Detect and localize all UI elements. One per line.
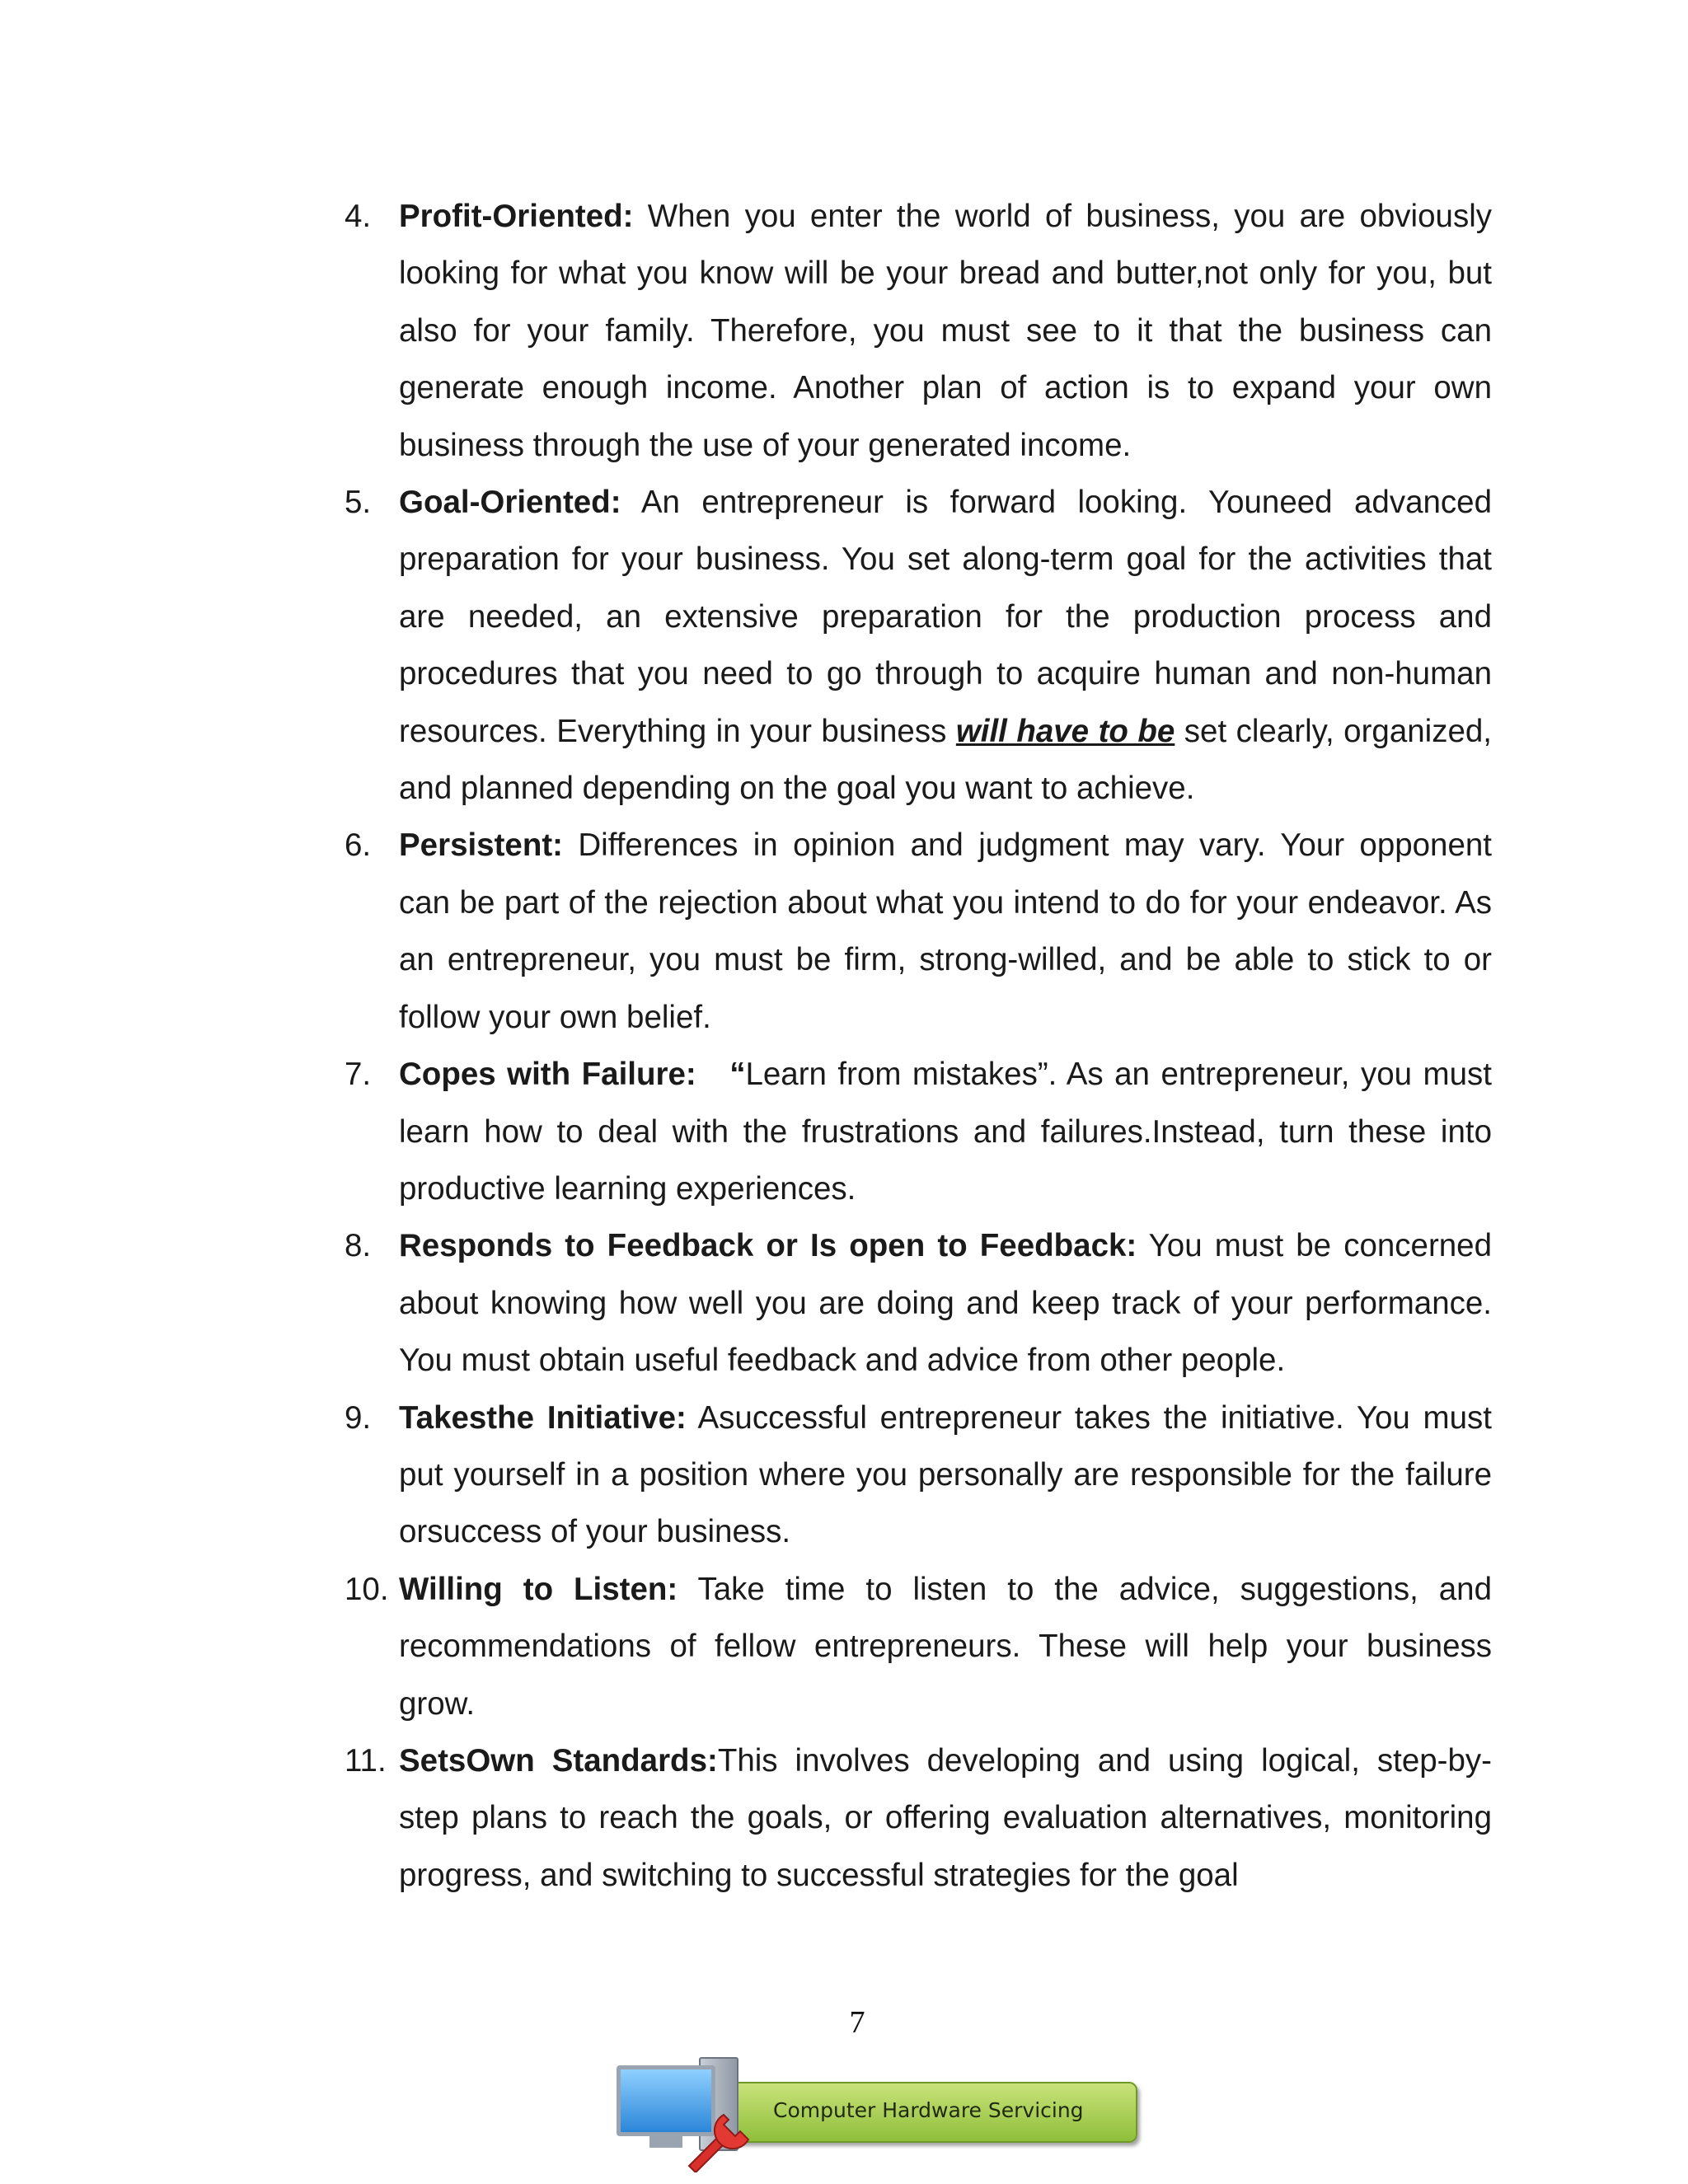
- quote-mark: “: [729, 1057, 746, 1093]
- item-text: Take time to listen to the advice, suggestions, and recommendations of fellow entrepreneurs. These will help your business grow.: [399, 1571, 1493, 1722]
- item-term: Goal-Oriented:: [399, 485, 621, 521]
- emphasized-text: will have to be: [955, 713, 1175, 749]
- item-text: You must be concerned about knowing how well you are doing and keep track of your performance. You must obtain useful feedback and advice from other people.: [399, 1228, 1492, 1379]
- item-term: Takesthe Initiative:: [399, 1399, 687, 1436]
- list-item: [345, 474, 1492, 817]
- item-text: When you enter the world of business, you are obviously looking for what you know will be your bread and butter,not only for you, but also for your family. Therefore, you must see to it that the business can generate enough income. Another plan of action is to expand your own business through the use of your generated income.: [399, 199, 1492, 463]
- list-item: [345, 188, 1492, 474]
- item-text: Learn from mistakes”. As an entrepreneur, you must learn how to deal with the frustrations and failures.Instead, turn these into productive learning experiences.: [399, 1057, 1492, 1207]
- item-term: Willing to Listen:: [399, 1571, 678, 1607]
- item-term: Profit-Oriented:: [399, 199, 634, 234]
- item-number: 7.: [345, 1057, 372, 1093]
- item-number: 9.: [345, 1399, 372, 1436]
- item-number: 8.: [345, 1228, 372, 1264]
- item-text: Asuccessful entrepreneur takes the initiative. You must put yourself in a position where you personally are responsible for the failure orsuccess of your business.: [399, 1399, 1492, 1550]
- item-number: 5.: [345, 485, 372, 521]
- footer-logo: [617, 2057, 1149, 2172]
- page-number: 7: [849, 2005, 865, 2040]
- list-item: [345, 817, 1492, 1046]
- item-text: set clearly, organized, and planned depending on the goal you want to achieve.: [399, 713, 1492, 807]
- wrench-icon: [674, 2090, 765, 2172]
- item-term: Responds to Feedback or Is open to Feedback:: [399, 1228, 1137, 1264]
- footer-banner-text: Computer Hardware Servicing: [773, 2098, 1084, 2122]
- item-number: 11.: [345, 1742, 387, 1779]
- item-text: Differences in opinion and judgment may vary. Your opponent can be part of the rejection about what you intend to do for your endeavor. As an entrepreneur, you must be firm, strong-willed, and be able to stick to or follow your own belief.: [399, 827, 1492, 1035]
- list-item: [345, 1390, 1492, 1561]
- footer-banner: [722, 2082, 1137, 2143]
- list-item: [345, 1732, 1492, 1904]
- item-number: 4.: [345, 199, 372, 234]
- item-term: Persistent:: [399, 827, 563, 864]
- item-text: This involves developing and using logical, step-by-step plans to reach the goals, or offering evaluation alternatives, monitoring progress, and switching to successful strategies for the goal: [399, 1742, 1492, 1893]
- list-item: [345, 1046, 1492, 1217]
- entrepreneur-traits-list: [345, 188, 1492, 1904]
- item-term: Copes with Failure:: [399, 1057, 696, 1093]
- item-text: An entrepreneur is forward looking. Youneed advanced preparation for your business. You set along-term goal for the activities that are needed, an extensive preparation for the production process and procedures that you need to go through to acquire human and non-human resources. Everything in your business: [399, 485, 1492, 749]
- item-number: 6.: [345, 827, 372, 864]
- item-number: 10.: [345, 1571, 389, 1607]
- item-term: SetsOwn Standards:: [399, 1742, 718, 1779]
- list-item: [345, 1217, 1492, 1389]
- list-item: [345, 1561, 1492, 1732]
